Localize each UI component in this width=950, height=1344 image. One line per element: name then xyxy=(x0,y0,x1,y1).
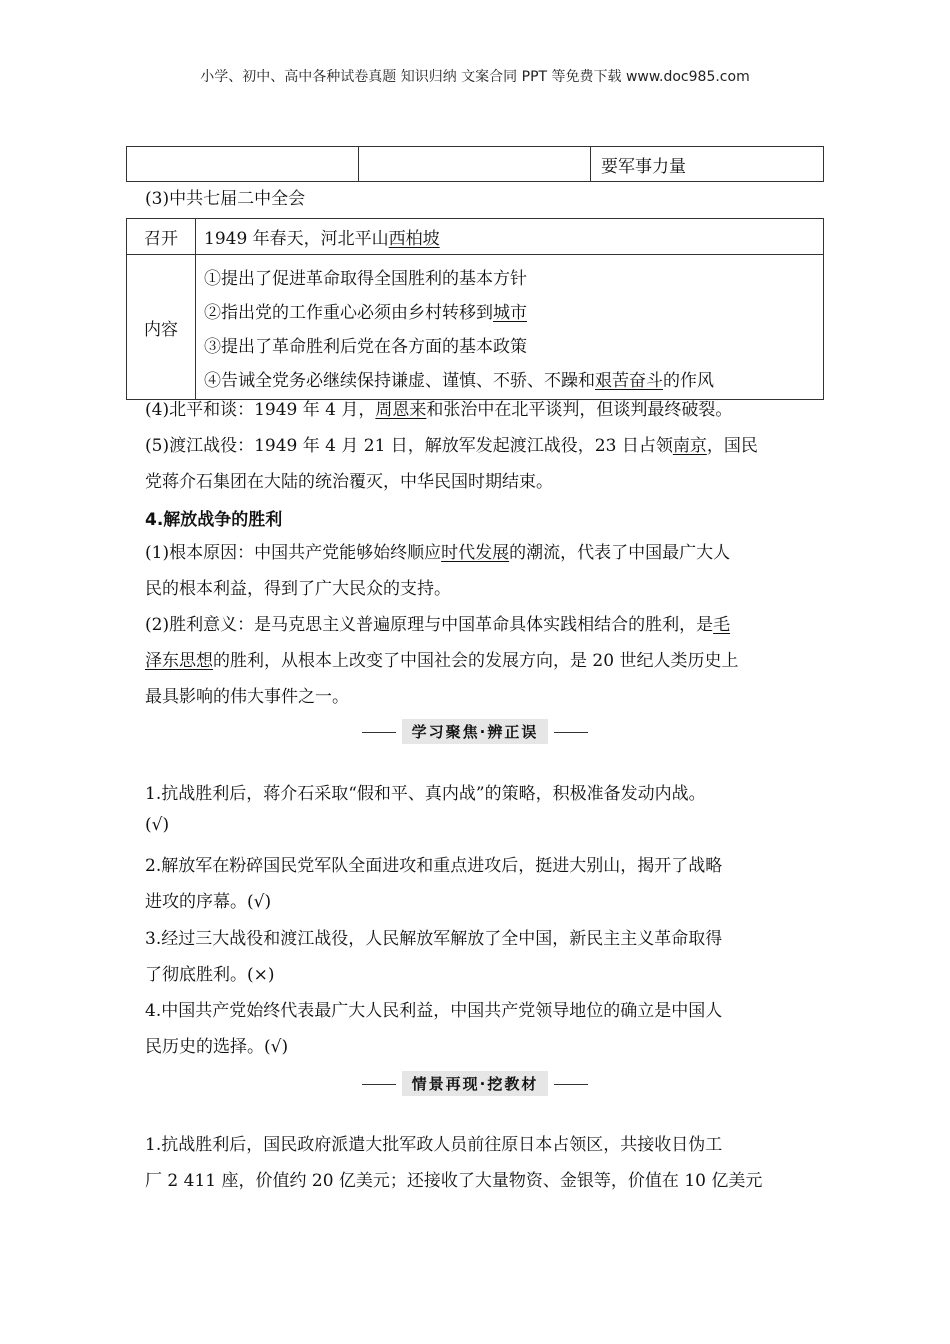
content-cell xyxy=(196,255,824,400)
table-cell-empty xyxy=(127,147,359,182)
plenum-table xyxy=(126,218,824,400)
key-term: 城市 xyxy=(493,302,527,323)
content-item xyxy=(204,259,815,293)
paragraph-line xyxy=(145,538,730,563)
section-banner xyxy=(0,719,950,744)
text: (1)根本原因：中国共产党能够始终顺应 xyxy=(145,543,442,563)
text: 的潮流，代表了中国最广大人 xyxy=(509,543,731,563)
page-header: 小学、初中、高中各种试卷真题 知识归纳 文案合同 PPT 等免费下载 www.doc985.com xyxy=(200,69,750,85)
key-term: 西柏坡 xyxy=(388,229,440,249)
text: (2)胜利意义：是马克思主义普遍原理与中国革命具体实践相结合的胜利，是 xyxy=(145,615,714,635)
table-cell xyxy=(196,219,824,255)
banner-text: 情景再现·挖教材 xyxy=(402,1071,549,1096)
content-text: ①提出了促进革命取得全国胜利的基本方针 xyxy=(204,268,527,289)
table-cell: 要军事力量 xyxy=(591,147,824,182)
section-heading: (3)中共七届二中全会 xyxy=(145,189,306,209)
text: (5)渡江战役：1949 年 4 月 21 日，解放军发起渡江战役，23 日占领 xyxy=(145,436,673,456)
paragraph-line: 党蒋介石集团在大陆的统治覆灭，中华民国时期结束。 xyxy=(145,472,553,492)
paragraph-line xyxy=(145,395,732,420)
key-term: 周恩来 xyxy=(375,400,427,420)
paragraph-line: 厂 2 411 座，价值约 20 亿美元；还接收了大量物资、金银等，价值在 10 亿美元 xyxy=(145,1171,763,1191)
paragraph-line: 民的根本利益，得到了广大民众的支持。 xyxy=(145,579,451,599)
paragraph-line xyxy=(145,646,738,671)
key-term: 泽东思想 xyxy=(145,651,213,671)
cell-text: 1949 年春天，河北平山 xyxy=(204,229,389,249)
quiz-item: (√) xyxy=(145,815,170,835)
key-term: 时代发展 xyxy=(441,543,510,563)
text: 和张治中在北平谈判，但谈判最终破裂。 xyxy=(426,400,733,420)
quiz-item: 民历史的选择。(√) xyxy=(145,1037,289,1057)
key-term: 南京 xyxy=(672,436,707,456)
content-item xyxy=(204,361,815,395)
row-label: 召开 xyxy=(127,219,196,255)
content-text: ③提出了革命胜利后党在各方面的基本政策 xyxy=(204,336,527,357)
quiz-item: 4.中国共产党始终代表最广大人民利益，中国共产党领导地位的确立是中国人 xyxy=(145,1001,723,1021)
content-text: ④告诫全党务必继续保持谦虚、谨慎、不骄、不躁和 xyxy=(204,370,595,391)
paragraph-line: 1.抗战胜利后，国民政府派遣大批军政人员前往原日本占领区，共接收日伪工 xyxy=(145,1135,723,1155)
continued-table xyxy=(126,146,824,182)
quiz-item: 3.经过三大战役和渡江战役，人民解放军解放了全中国，新民主主义革命取得 xyxy=(145,929,723,949)
paragraph-line: 最具影响的伟大事件之一。 xyxy=(145,687,349,707)
paragraph-line xyxy=(145,610,730,635)
paragraph-line xyxy=(145,431,758,456)
quiz-item: 了彻底胜利。(×) xyxy=(145,965,275,985)
content-text: 的作风 xyxy=(663,370,714,391)
section-title: 4.解放战争的胜利 xyxy=(145,510,283,530)
text: (4)北平和谈：1949 年 4 月， xyxy=(145,400,376,420)
key-term: 艰苦奋斗 xyxy=(595,370,663,391)
content-item xyxy=(204,327,815,361)
section-banner xyxy=(0,1071,950,1096)
row-label: 内容 xyxy=(127,255,196,400)
content-item xyxy=(204,293,815,327)
key-term: 毛 xyxy=(713,615,731,635)
table-cell-empty xyxy=(359,147,591,182)
quiz-item: 1.抗战胜利后，蒋介石采取“假和平、真内战”的策略，积极准备发动内战。 xyxy=(145,784,706,804)
quiz-item: 进攻的序幕。(√) xyxy=(145,892,272,912)
content-text: ②指出党的工作重心必须由乡村转移到 xyxy=(204,302,493,323)
text: ，国民 xyxy=(706,436,758,456)
banner-text: 学习聚焦·辨正误 xyxy=(402,719,549,744)
text: 的胜利，从根本上改变了中国社会的发展方向，是 20 世纪人类历史上 xyxy=(213,651,739,671)
quiz-item: 2.解放军在粉碎国民党军队全面进攻和重点进攻后，挺进大别山，揭开了战略 xyxy=(145,856,723,876)
